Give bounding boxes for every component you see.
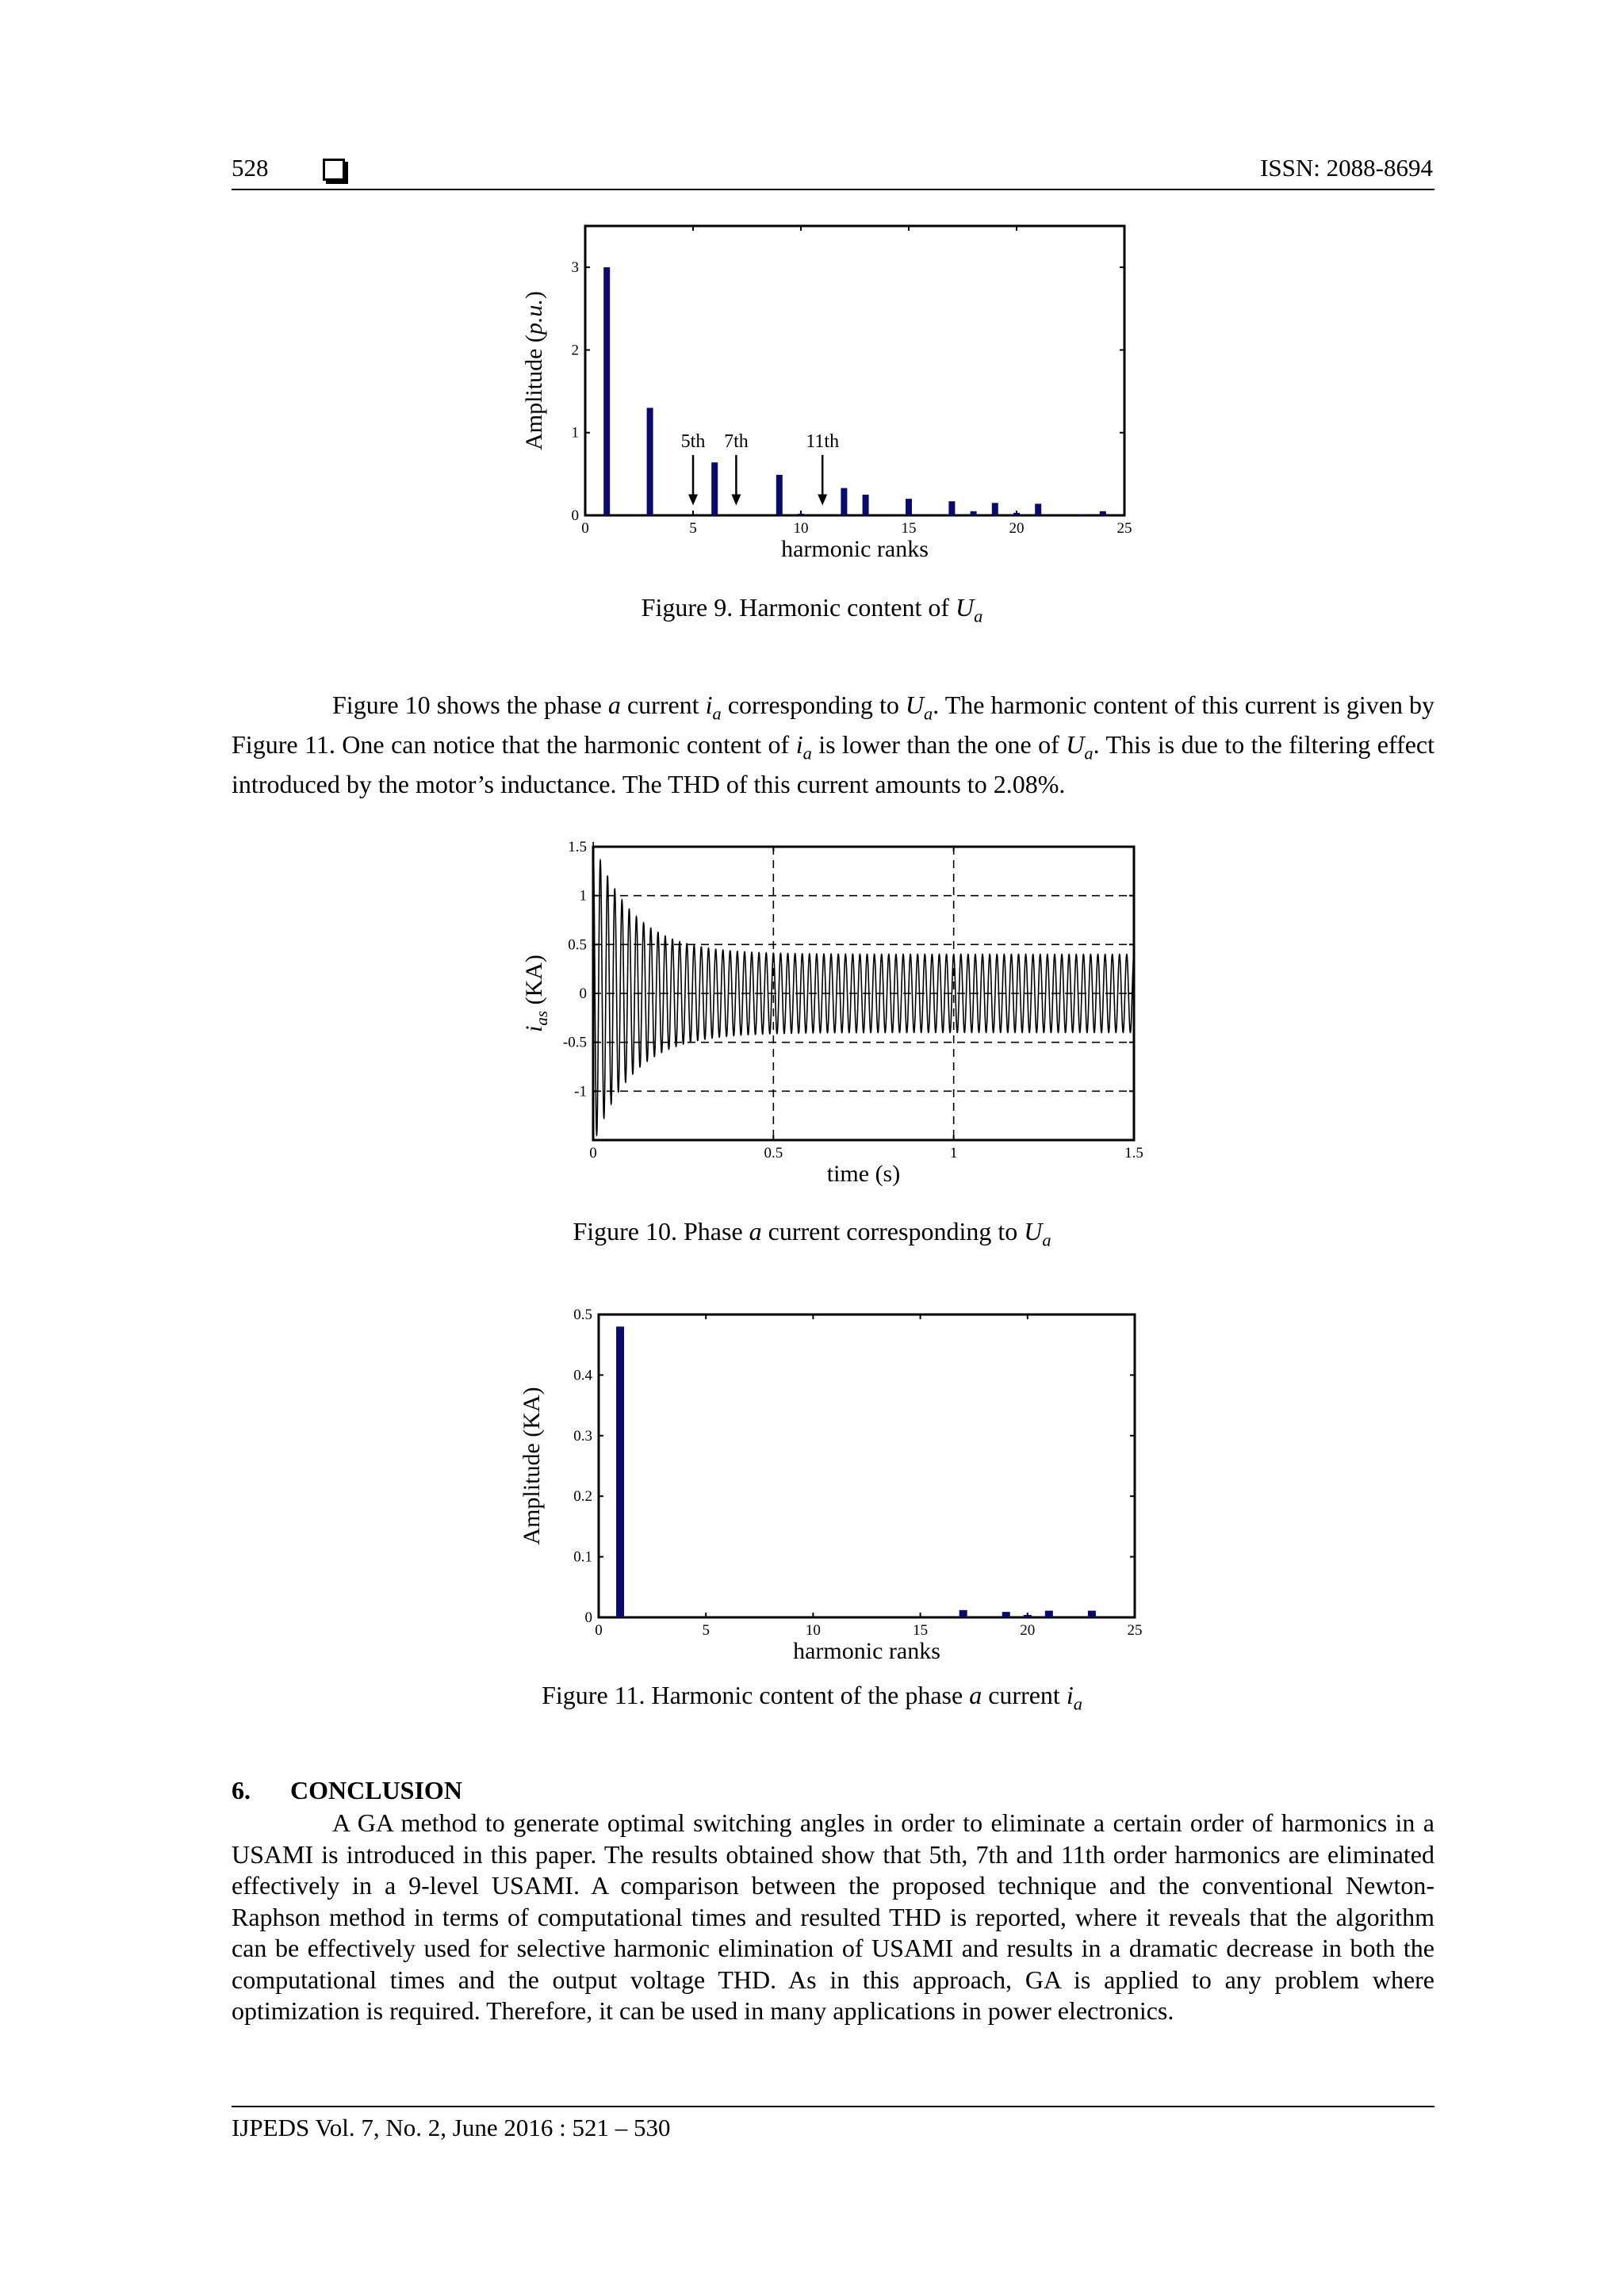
annotation-arrow-head — [731, 494, 741, 505]
y-axis-label: $i_{as}$ (KA) — [521, 955, 551, 1032]
bar — [906, 499, 912, 515]
annotation-arrow-head — [818, 494, 827, 505]
y-tick-label: 0 — [579, 985, 587, 1002]
bar — [1088, 1611, 1096, 1617]
x-tick-label: 1 — [949, 1145, 958, 1161]
figure-9-caption — [0, 593, 1624, 626]
plot-frame — [585, 226, 1124, 515]
caption-var: U — [1024, 1217, 1043, 1246]
y-tick-label: 0.4 — [573, 1367, 592, 1384]
text: is lower than the one of — [811, 729, 1067, 759]
text: Figure 10 shows the phase — [332, 691, 608, 719]
sub: a — [802, 743, 812, 763]
caption-text: Figure 9. Harmonic content of — [641, 593, 956, 622]
bar — [616, 1326, 624, 1617]
bar — [711, 462, 718, 515]
y-tick-label: -1 — [574, 1083, 587, 1100]
y-tick-label: 2 — [571, 342, 579, 359]
x-tick-label: 20 — [1009, 520, 1025, 537]
bar — [948, 501, 955, 515]
annotation-arrow-head — [688, 494, 698, 505]
section-title: CONCLUSION — [290, 1776, 462, 1804]
var: i — [705, 691, 713, 719]
bar — [992, 503, 998, 515]
footer-text: IJPEDS Vol. 7, No. 2, June 2016 : 521 – 530 — [232, 2114, 671, 2141]
x-tick-label: 0.5 — [764, 1145, 783, 1161]
x-axis-label: time (s) — [826, 1161, 901, 1187]
bar — [1002, 1612, 1010, 1617]
page-footer — [232, 2106, 1434, 2142]
figure-10-caption — [0, 1217, 1624, 1250]
bar — [1045, 1611, 1053, 1617]
x-tick-label: 25 — [1127, 1622, 1143, 1639]
y-tick-label: 0 — [584, 1609, 592, 1626]
x-tick-label: 15 — [901, 520, 917, 537]
section-heading — [232, 1776, 462, 1805]
y-tick-label: 0.2 — [573, 1488, 592, 1506]
var: U — [1066, 729, 1085, 759]
conclusion-text: A GA method to generate optimal switching angles in order to eliminate a certain order of harmonics in a USAMI is introduced in this paper. The results obtained show that 5th, 7th and 11th order harmonics are eliminated effectively in a 9-level USAMI. A comparison between the proposed technique and the conventional Newton-Raphson method in terms of computational times and resulted THD is reported, where it reveals that the algorithm can be effectively used for selective harmonic elimination of USAMI and results in a dramatic decrease in both the computational times and the output voltage THD. As in this approach, GA is applied to any problem where optimization is required. Therefore, it can be used in many applications in power electronics. — [232, 1808, 1434, 2025]
annotation-label: 11th — [806, 430, 840, 452]
caption-var: i — [1066, 1681, 1074, 1709]
figure-11-chart — [476, 1300, 1174, 1665]
var: a — [607, 691, 621, 719]
y-tick-label: -0.5 — [562, 1034, 587, 1051]
bar — [1100, 511, 1106, 515]
y-tick-label: 0.1 — [573, 1548, 592, 1566]
page-number: 528 — [232, 154, 269, 182]
bar — [1035, 503, 1041, 515]
bar — [1078, 515, 1085, 516]
y-tick-label: 1 — [571, 424, 579, 442]
bar — [971, 511, 977, 515]
body-paragraph — [232, 690, 1434, 800]
x-tick-label: 15 — [913, 1622, 929, 1639]
bar — [647, 408, 653, 515]
x-tick-label: 5 — [702, 1622, 710, 1639]
sub: a — [1084, 743, 1094, 763]
figure-10-chart — [476, 832, 1174, 1189]
x-tick-label: 10 — [793, 520, 809, 537]
bar — [863, 495, 869, 515]
y-tick-label: 0.3 — [573, 1427, 592, 1445]
page-header — [232, 151, 1434, 190]
annotation-label: 7th — [724, 430, 749, 452]
caption-sub: a — [1042, 1230, 1051, 1250]
square-bullet-icon — [323, 159, 345, 181]
text: . The harmonic content of this current is given by Figure 11. One can notice that the harmonic content of — [232, 691, 1435, 759]
var: U — [905, 691, 925, 719]
caption-text: Figure 11. Harmonic content of the phase — [542, 1681, 970, 1709]
y-tick-label: 3 — [571, 259, 579, 277]
bar — [1013, 513, 1020, 515]
x-axis-label: harmonic ranks — [793, 1638, 940, 1664]
bar — [603, 267, 610, 515]
y-tick-label: 0.5 — [573, 1307, 592, 1323]
caption-text: current corresponding to — [761, 1217, 1025, 1246]
x-tick-label: 0 — [581, 520, 589, 537]
caption-var: a — [969, 1681, 982, 1709]
text: . This is due to the filtering effect introduced by the motor’s inductance. The THD of this current amounts to 2.08%. — [232, 729, 1435, 798]
x-tick-label: 20 — [1020, 1622, 1036, 1639]
bar — [841, 488, 847, 515]
y-tick-label: 0.5 — [568, 936, 587, 954]
text: corresponding to — [721, 691, 906, 719]
bar — [959, 1610, 967, 1617]
caption-text: Figure 10. Phase — [573, 1217, 749, 1246]
conclusion-paragraph — [232, 1808, 1434, 2027]
sub: a — [924, 703, 933, 724]
caption-sub: a — [974, 606, 983, 626]
bar — [1024, 1615, 1032, 1617]
annotation-label: 5th — [680, 430, 706, 452]
caption-sub: a — [1073, 1693, 1082, 1714]
issn: ISSN: 2088-8694 — [1260, 154, 1433, 182]
y-tick-label: 1 — [579, 887, 587, 905]
caption-var: a — [749, 1217, 762, 1246]
y-axis-label: Amplitude (p.u.) — [521, 291, 547, 450]
var: i — [795, 729, 803, 759]
text: current — [620, 691, 706, 719]
figure-9-chart — [476, 214, 1174, 571]
x-axis-label: harmonic ranks — [781, 536, 929, 562]
caption-text: current — [982, 1681, 1067, 1709]
x-tick-label: 25 — [1116, 520, 1132, 537]
x-tick-label: 10 — [805, 1622, 821, 1639]
y-axis-label: Amplitude (KA) — [519, 1387, 545, 1545]
section-number: 6. — [232, 1776, 251, 1804]
x-tick-label: 0 — [595, 1622, 603, 1639]
bar — [776, 475, 783, 515]
y-tick-label: 0 — [571, 507, 579, 524]
sub: a — [712, 703, 722, 724]
x-tick-label: 0 — [589, 1145, 597, 1161]
figure-11-caption — [0, 1681, 1624, 1714]
y-tick-label: 1.5 — [568, 839, 587, 855]
caption-var: U — [956, 593, 975, 622]
x-tick-label: 1.5 — [1124, 1145, 1143, 1161]
x-tick-label: 5 — [689, 520, 697, 537]
bar — [798, 514, 804, 515]
plot-frame — [599, 1314, 1135, 1617]
